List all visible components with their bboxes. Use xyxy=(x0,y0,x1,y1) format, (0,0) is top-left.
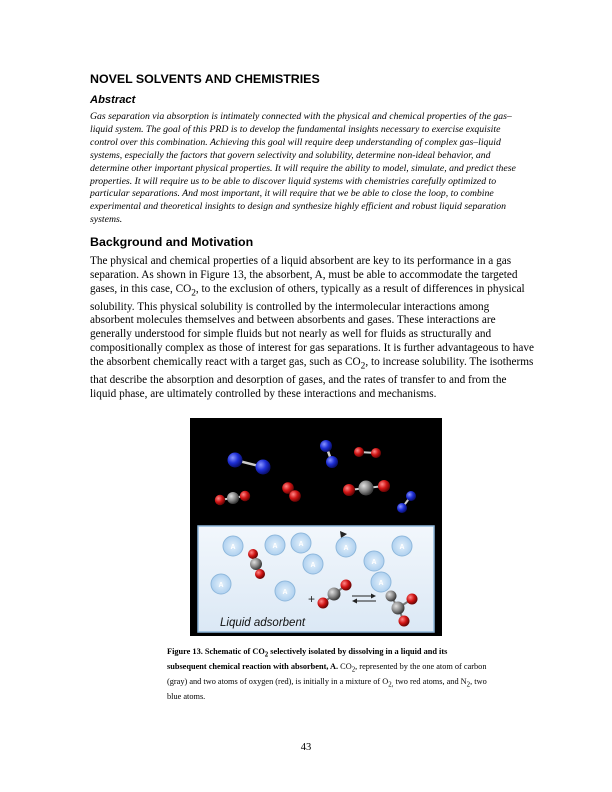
figure-caption: Figure 13. Schematic of $CO_2$ selectively isolated by dissolving in a liquid and its subsequent chemical reaction with absorbent, A. $CO_2$, represented by the one atom of carbon (gray) and two atoms of oxygen (red), is initially in a mixture of $O_{2,}$ two red atoms, and $N_2$, two blue atoms. xyxy=(167,647,487,702)
background-paragraph: The physical and chemical properties of a liquid absorbent are key to its performance in a gas separation. As shown in Figure 13, the absorbent, A, must be able to accommodate the targeted gases, in this case, $CO_2$, to the exclusion of others, typically as a result of differences in physical solubility. This physical solubility is controlled by the intermolecular interactions among absorbent molecules themselves and between absorbents and gases. These interactions are generally understood for simple fluids but not nearly as well for fluids as structurally and compositionally complex as those of interest for gas separations. It is further advantageous to have the absorbent chemically react with a target gas, such as $CO_2$, to increase solubility. The isotherms that describe the absorption and desorption of gases, and the rates of transfer to and from the liquid phase, are ultimately controlled by these interactions and mechanisms. xyxy=(90,255,534,400)
absorbent-molecule xyxy=(303,554,323,574)
svg-text:A: A xyxy=(378,580,384,587)
absorbent-molecule xyxy=(223,536,243,556)
background-heading: Background and Motivation xyxy=(90,235,254,249)
svg-text:A: A xyxy=(218,582,224,589)
abstract-text: Gas separation via absorption is intimately connected with the physical and chemical properties of the gas–liquid system. The goal of this PRD is to develop the fundamental insights necessary to exercise exquisite control over this combination. Achieving this goal will require deep understanding of complex gas–liquid systems, especially the factors that govern selectivity and solubility, determine non-ideal behavior, and determine other important physical properties. It will require the ability to model, simulate, and predict these properties. It will require us to be able to discover liquid systems with chemistries carefully optimized to particular separations. And most important, it will require that we be able to close the loop, to combine experimental and theoretical insights to design and synthesize highly efficient and robust liquid separation systems. xyxy=(90,111,516,226)
svg-text:A: A xyxy=(282,589,288,596)
absorbent-molecule xyxy=(364,551,384,571)
svg-text:A: A xyxy=(298,541,304,548)
svg-text:A: A xyxy=(371,559,377,566)
page-number: 43 xyxy=(300,742,312,753)
svg-text:A: A xyxy=(272,543,278,550)
absorbent-molecule xyxy=(291,533,311,553)
absorbent-molecule xyxy=(336,537,356,557)
abstract-heading: Abstract xyxy=(90,94,136,106)
section-title: NOVEL SOLVENTS AND CHEMISTRIES xyxy=(90,72,320,86)
plus-sign: + xyxy=(308,592,316,606)
absorbent-molecule xyxy=(275,581,295,601)
svg-text:A: A xyxy=(230,544,236,551)
svg-text:A: A xyxy=(310,562,316,569)
absorbent-molecule xyxy=(392,536,412,556)
liquid-adsorbent-label: Liquid adsorbent xyxy=(220,617,306,629)
figure-13 xyxy=(190,418,442,636)
absorbent-molecule xyxy=(265,535,285,555)
absorbent-molecule xyxy=(211,574,231,594)
svg-text:A: A xyxy=(399,544,405,551)
svg-text:A: A xyxy=(343,545,349,552)
absorbent-molecule xyxy=(371,572,391,592)
